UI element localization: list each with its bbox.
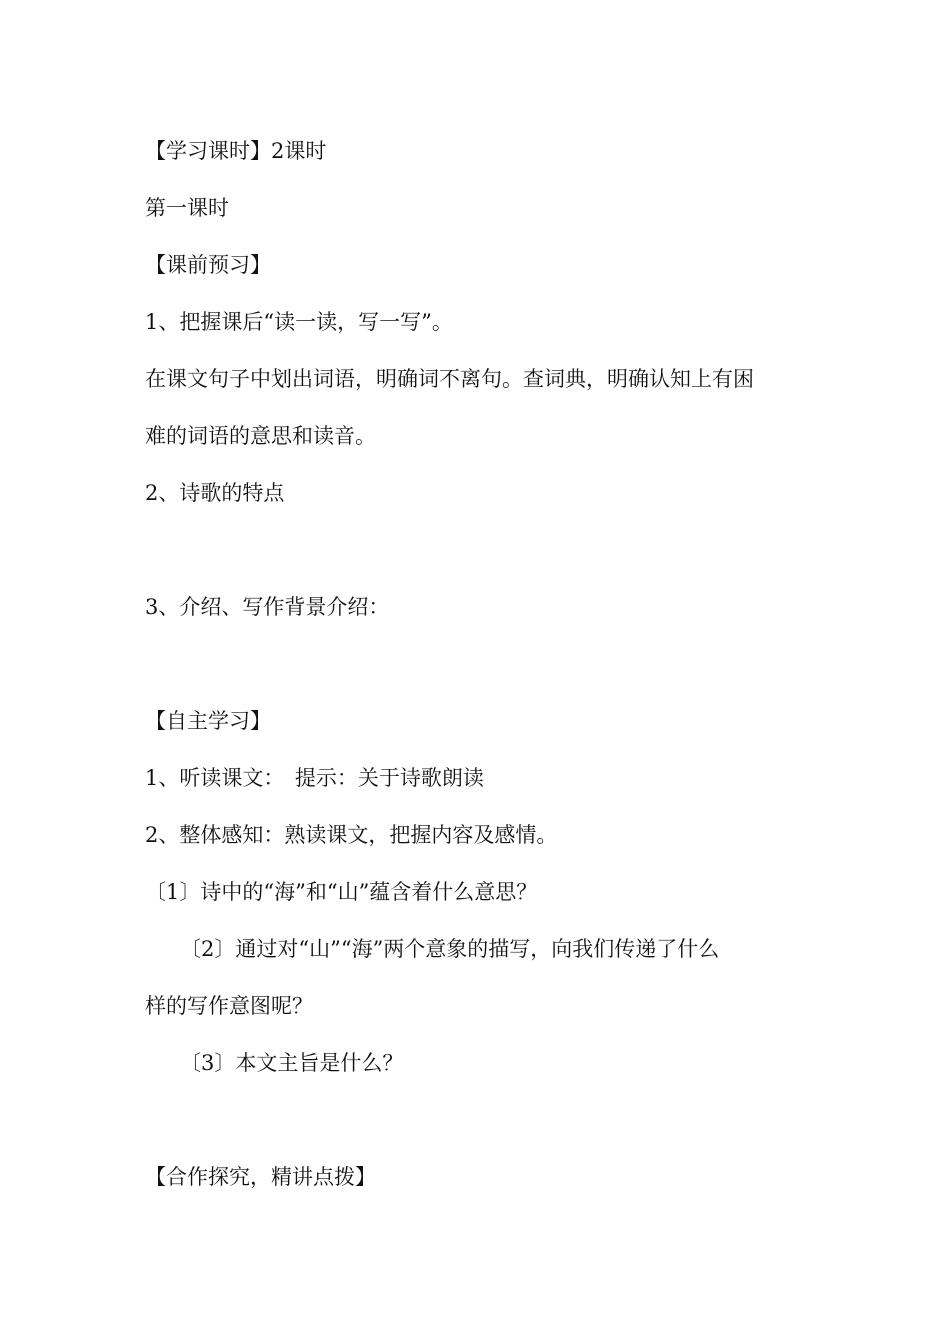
preview-item-2: 2、诗歌的特点 [145, 481, 285, 505]
question-1: 〔1〕诗中的“海”和“山”蕴含着什么意思？ [145, 880, 538, 904]
self-study-item-2: 2、整体感知：熟读课文，把握内容及感情。 [145, 823, 558, 847]
study-hours-line: 【学习课时】2课时 [145, 139, 327, 163]
first-lesson-heading: 第一课时 [145, 196, 229, 220]
preview-item-1-detail-a: 在课文句子中划出词语，明确词不离句。查词典，明确认知上有困 [145, 367, 754, 391]
preview-item-1: 1、把握课后“读一读，写一写”。 [145, 310, 453, 334]
self-study-section-heading: 【自主学习】 [145, 709, 271, 733]
question-2-b: 样的写作意图呢？ [145, 994, 313, 1018]
preview-item-1-detail-b: 难的词语的意思和读音。 [145, 424, 376, 448]
question-3: 〔3〕本文主旨是什么？ [180, 1051, 404, 1075]
preview-item-3: 3、介绍、写作背景介绍： [145, 595, 390, 619]
cooperative-section-heading: 【合作探究，精讲点拨】 [145, 1165, 376, 1189]
self-study-item-1: 1、听读课文： 提示：关于诗歌朗读 [145, 766, 484, 790]
preview-section-heading: 【课前预习】 [145, 253, 271, 277]
question-2-a: 〔2〕通过对“山”“海”两个意象的描写，向我们传递了什么 [180, 937, 720, 961]
